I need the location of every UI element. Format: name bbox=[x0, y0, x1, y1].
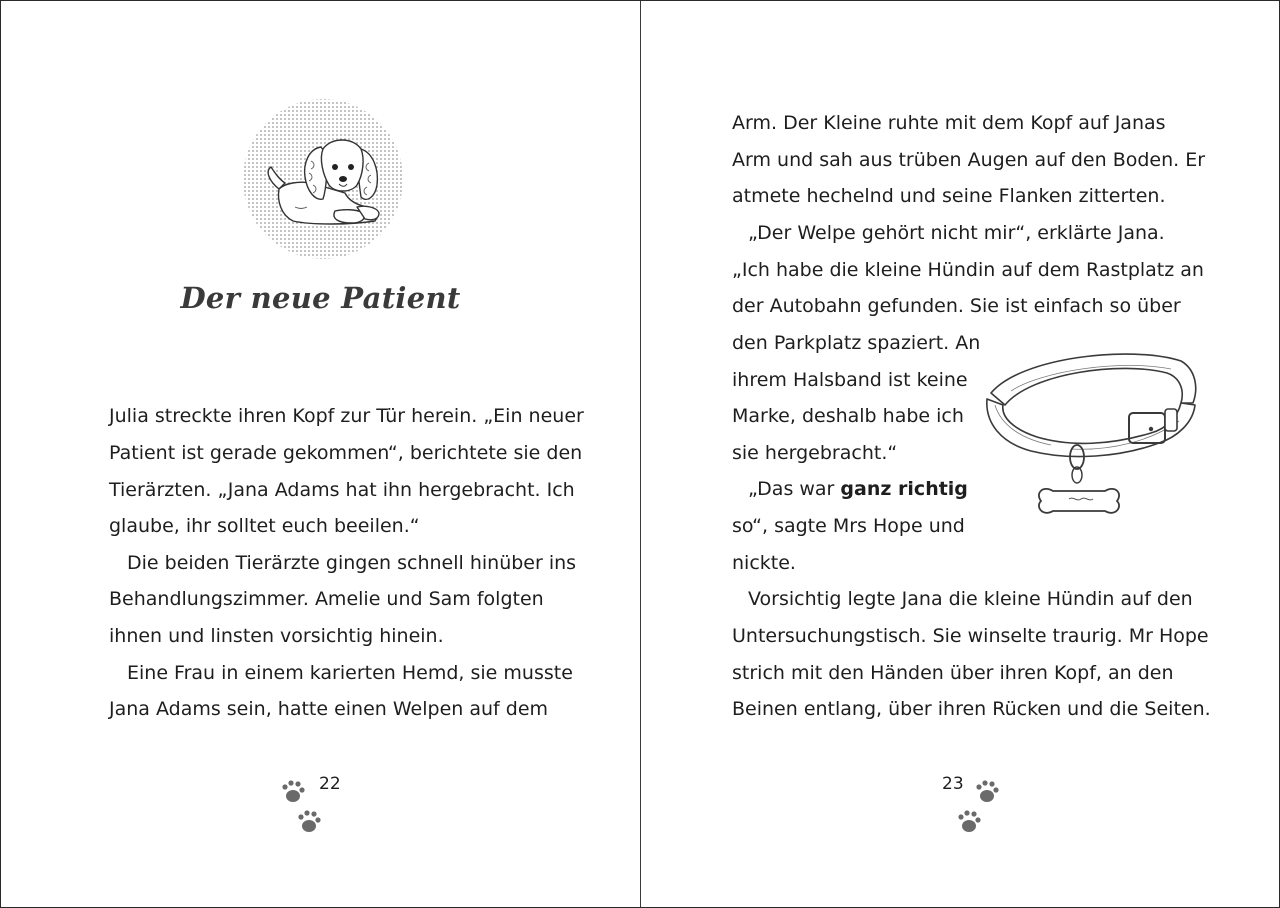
text-line: Beinen entlang, über ihren Rücken und die Seiten. bbox=[732, 698, 1211, 720]
text-line: Julia streckte ihren Kopf zur Tür herein. „Ein neuer bbox=[109, 405, 584, 427]
left-page bbox=[1, 1, 640, 907]
text-line: Marke, deshalb habe ich bbox=[732, 405, 964, 427]
text-line: ihnen und linsten vorsichtig hinein. bbox=[109, 625, 444, 647]
text-line: Eine Frau in einem karierten Hemd, sie musste bbox=[127, 662, 573, 684]
paw-prints-icon bbox=[947, 778, 1003, 838]
text-line: Patient ist gerade gekommen“, berichtete sie den bbox=[109, 442, 583, 464]
text-line: sie hergebracht.“ bbox=[732, 442, 898, 464]
text-line: ihrem Halsband ist keine bbox=[732, 369, 968, 391]
collar-icon bbox=[981, 339, 1209, 539]
text-line: atmete hechelnd und seine Flanken zitterten. bbox=[732, 185, 1166, 207]
text-line: strich mit den Händen über ihren Kopf, an den bbox=[732, 662, 1174, 684]
right-page bbox=[641, 1, 1279, 907]
text-line: Die beiden Tierärzte gingen schnell hinüber ins bbox=[127, 552, 577, 574]
page-number: 23 bbox=[942, 774, 964, 794]
text-line bbox=[748, 476, 968, 502]
text-line: Arm. Der Kleine ruhte mit dem Kopf auf Janas bbox=[732, 112, 1166, 134]
text-line: Untersuchungstisch. Sie winselte traurig. Mr Hope bbox=[732, 625, 1209, 647]
text-line: Arm und sah aus trüben Augen auf den Boden. Er bbox=[732, 149, 1206, 171]
emphasis-text: ganz richtig bbox=[840, 478, 968, 500]
page-number: 22 bbox=[319, 774, 341, 794]
text-line: Tierärzten. „Jana Adams hat ihn hergebracht. Ich bbox=[109, 479, 575, 501]
text-line: den Parkplatz spaziert. An bbox=[732, 332, 981, 354]
text-segment: „Das war bbox=[748, 478, 841, 500]
text-line: nickte. bbox=[732, 552, 796, 574]
text-line: der Autobahn gefunden. Sie ist einfach so über bbox=[732, 295, 1181, 317]
text-line: „Ich habe die kleine Hündin auf dem Rastplatz an bbox=[732, 259, 1204, 281]
puppy-emblem-icon bbox=[239, 97, 407, 261]
text-line: Vorsichtig legte Jana die kleine Hündin auf den bbox=[748, 588, 1193, 610]
text-line: Jana Adams sein, hatte einen Welpen auf dem bbox=[109, 698, 549, 720]
text-line: „Der Welpe gehört nicht mir“, erklärte Jana. bbox=[748, 222, 1165, 244]
text-line: Behandlungszimmer. Amelie und Sam folgten bbox=[109, 588, 544, 610]
text-line: glaube, ihr solltet euch beeilen.“ bbox=[109, 515, 420, 537]
text-line: so“, sagte Mrs Hope und bbox=[732, 515, 965, 537]
chapter-title: Der neue Patient bbox=[180, 281, 461, 315]
